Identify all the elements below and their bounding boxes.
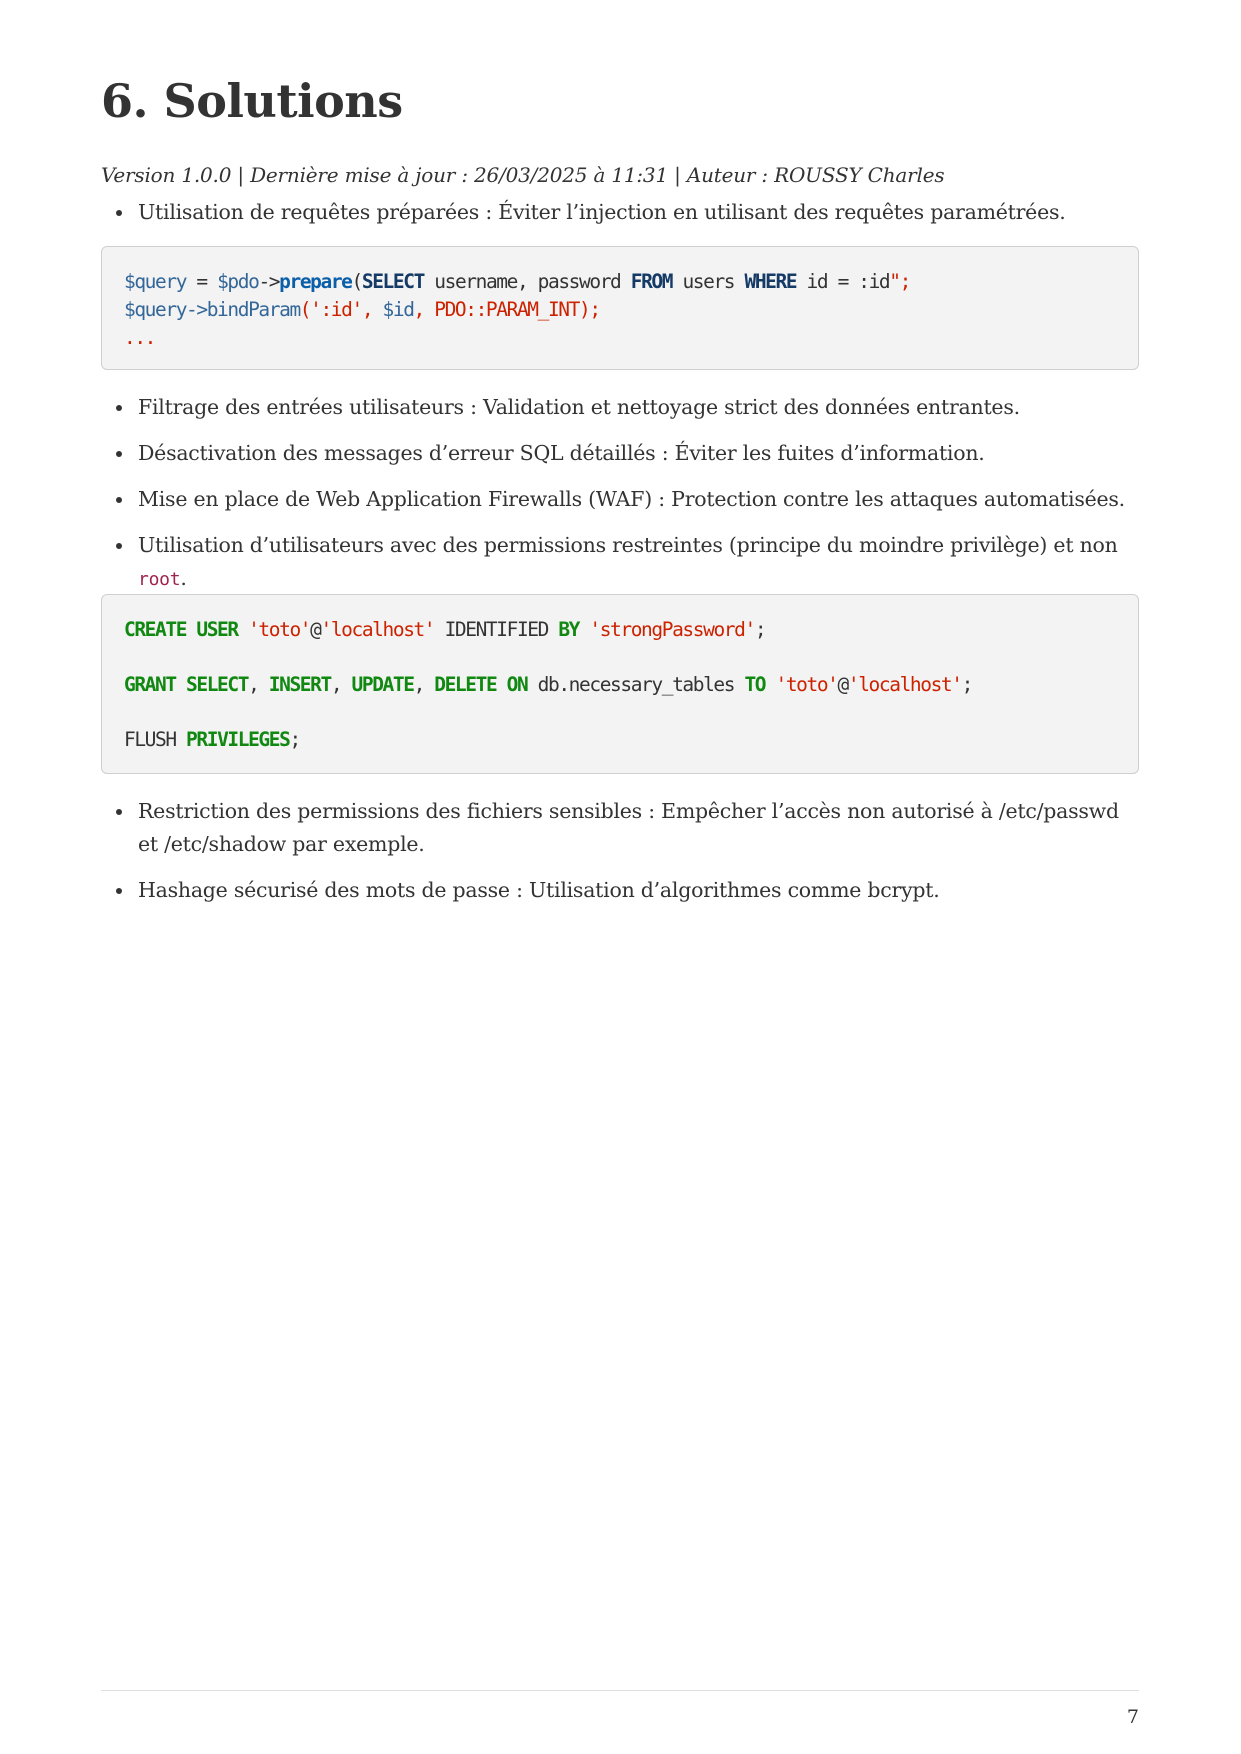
bullet-list-2 <box>101 391 1141 609</box>
code-line <box>124 296 1116 324</box>
list-item-text: Utilisation d’utilisateurs avec des permissions restreintes (principe du moindre privilège) et non <box>138 533 1118 557</box>
code-token: FLUSH <box>124 728 187 751</box>
code-block-php <box>101 246 1139 370</box>
code-token: TO <box>744 673 766 696</box>
code-token: id = :id <box>796 270 890 293</box>
inline-code: root <box>138 569 181 590</box>
list-item: Mise en place de Web Application Firewalls (WAF) : Protection contre les attaques automatisées. <box>101 483 1141 516</box>
code-token: users <box>672 270 745 293</box>
code-line <box>124 268 1116 296</box>
page-title: 6. Solutions <box>101 74 403 128</box>
code-token: $id <box>382 298 414 321</box>
list-item: Restriction des permissions des fichiers sensibles : Empêcher l’accès non autorisé à /etc/passwd et /etc/shadow par exemple. <box>101 795 1141 861</box>
code-token: , <box>413 673 435 696</box>
code-token: 'toto' <box>775 673 838 696</box>
code-token: @ <box>310 618 321 641</box>
code-token: prepare <box>279 270 352 293</box>
code-token: , <box>248 673 269 696</box>
code-block-sql <box>101 594 1139 774</box>
code-line <box>124 726 1116 754</box>
list-item: Hashage sécurisé des mots de passe : Utilisation d’algorithmes comme bcrypt. <box>101 874 1141 907</box>
code-token: "; <box>889 270 910 293</box>
code-token: BY <box>558 618 580 641</box>
code-line <box>124 324 1116 352</box>
code-token: PRIVILEGES <box>186 728 290 751</box>
code-token: $query <box>124 270 187 293</box>
code-token: $pdo <box>217 270 259 293</box>
code-token: FROM <box>630 270 673 293</box>
code-token: , <box>330 673 352 696</box>
code-token: ; <box>961 673 972 696</box>
code-token: -> <box>258 270 280 293</box>
list-item <box>101 529 1141 596</box>
list-item: Utilisation de requêtes préparées : Éviter l’injection en utilisant des requêtes paramétrées. <box>101 196 1141 229</box>
code-token: 'localhost' <box>847 673 962 696</box>
page-number: 7 <box>1126 1706 1139 1728</box>
code-token: IDENTIFIED <box>434 618 559 641</box>
list-item: Filtrage des entrées utilisateurs : Validation et nettoyage strict des données entrantes. <box>101 391 1141 424</box>
bullet-list-1 <box>101 196 1141 242</box>
code-line <box>124 616 1116 644</box>
code-token: username, password <box>423 270 631 293</box>
list-item: Désactivation des messages d’erreur SQL détaillés : Éviter les fuites d’information. <box>101 437 1141 470</box>
code-token: ; <box>754 618 766 641</box>
code-token: 'toto' <box>248 618 311 641</box>
code-token: db.necessary_tables <box>527 673 745 696</box>
footer-divider <box>101 1690 1139 1691</box>
code-token: SELECT <box>361 270 424 293</box>
code-token: (':id', <box>299 298 383 321</box>
code-token: 'strongPassword' <box>589 618 755 641</box>
code-token: WHERE <box>744 270 797 293</box>
code-line <box>124 671 1116 699</box>
code-token: CREATE USER <box>124 618 238 641</box>
code-token: @ <box>837 673 848 696</box>
code-token: INSERT <box>268 673 331 696</box>
bullet-list-3 <box>101 795 1141 920</box>
code-token: UPDATE <box>351 673 414 696</box>
code-token: , PDO::PARAM_INT); <box>413 298 600 321</box>
document-meta: Version 1.0.0 | Dernière mise à jour : 26/03/2025 à 11:31 | Auteur : ROUSSY Charles <box>101 163 945 187</box>
code-token: GRANT SELECT <box>124 673 249 696</box>
code-token: ... <box>124 326 156 349</box>
code-token: 'localhost' <box>320 618 435 641</box>
code-token: ; <box>289 728 300 751</box>
code-token: $query->bindParam <box>124 298 300 321</box>
code-token: ( <box>351 270 362 293</box>
list-item-end: . <box>180 566 187 590</box>
code-token: DELETE ON <box>434 673 528 696</box>
code-token: = <box>186 270 218 293</box>
